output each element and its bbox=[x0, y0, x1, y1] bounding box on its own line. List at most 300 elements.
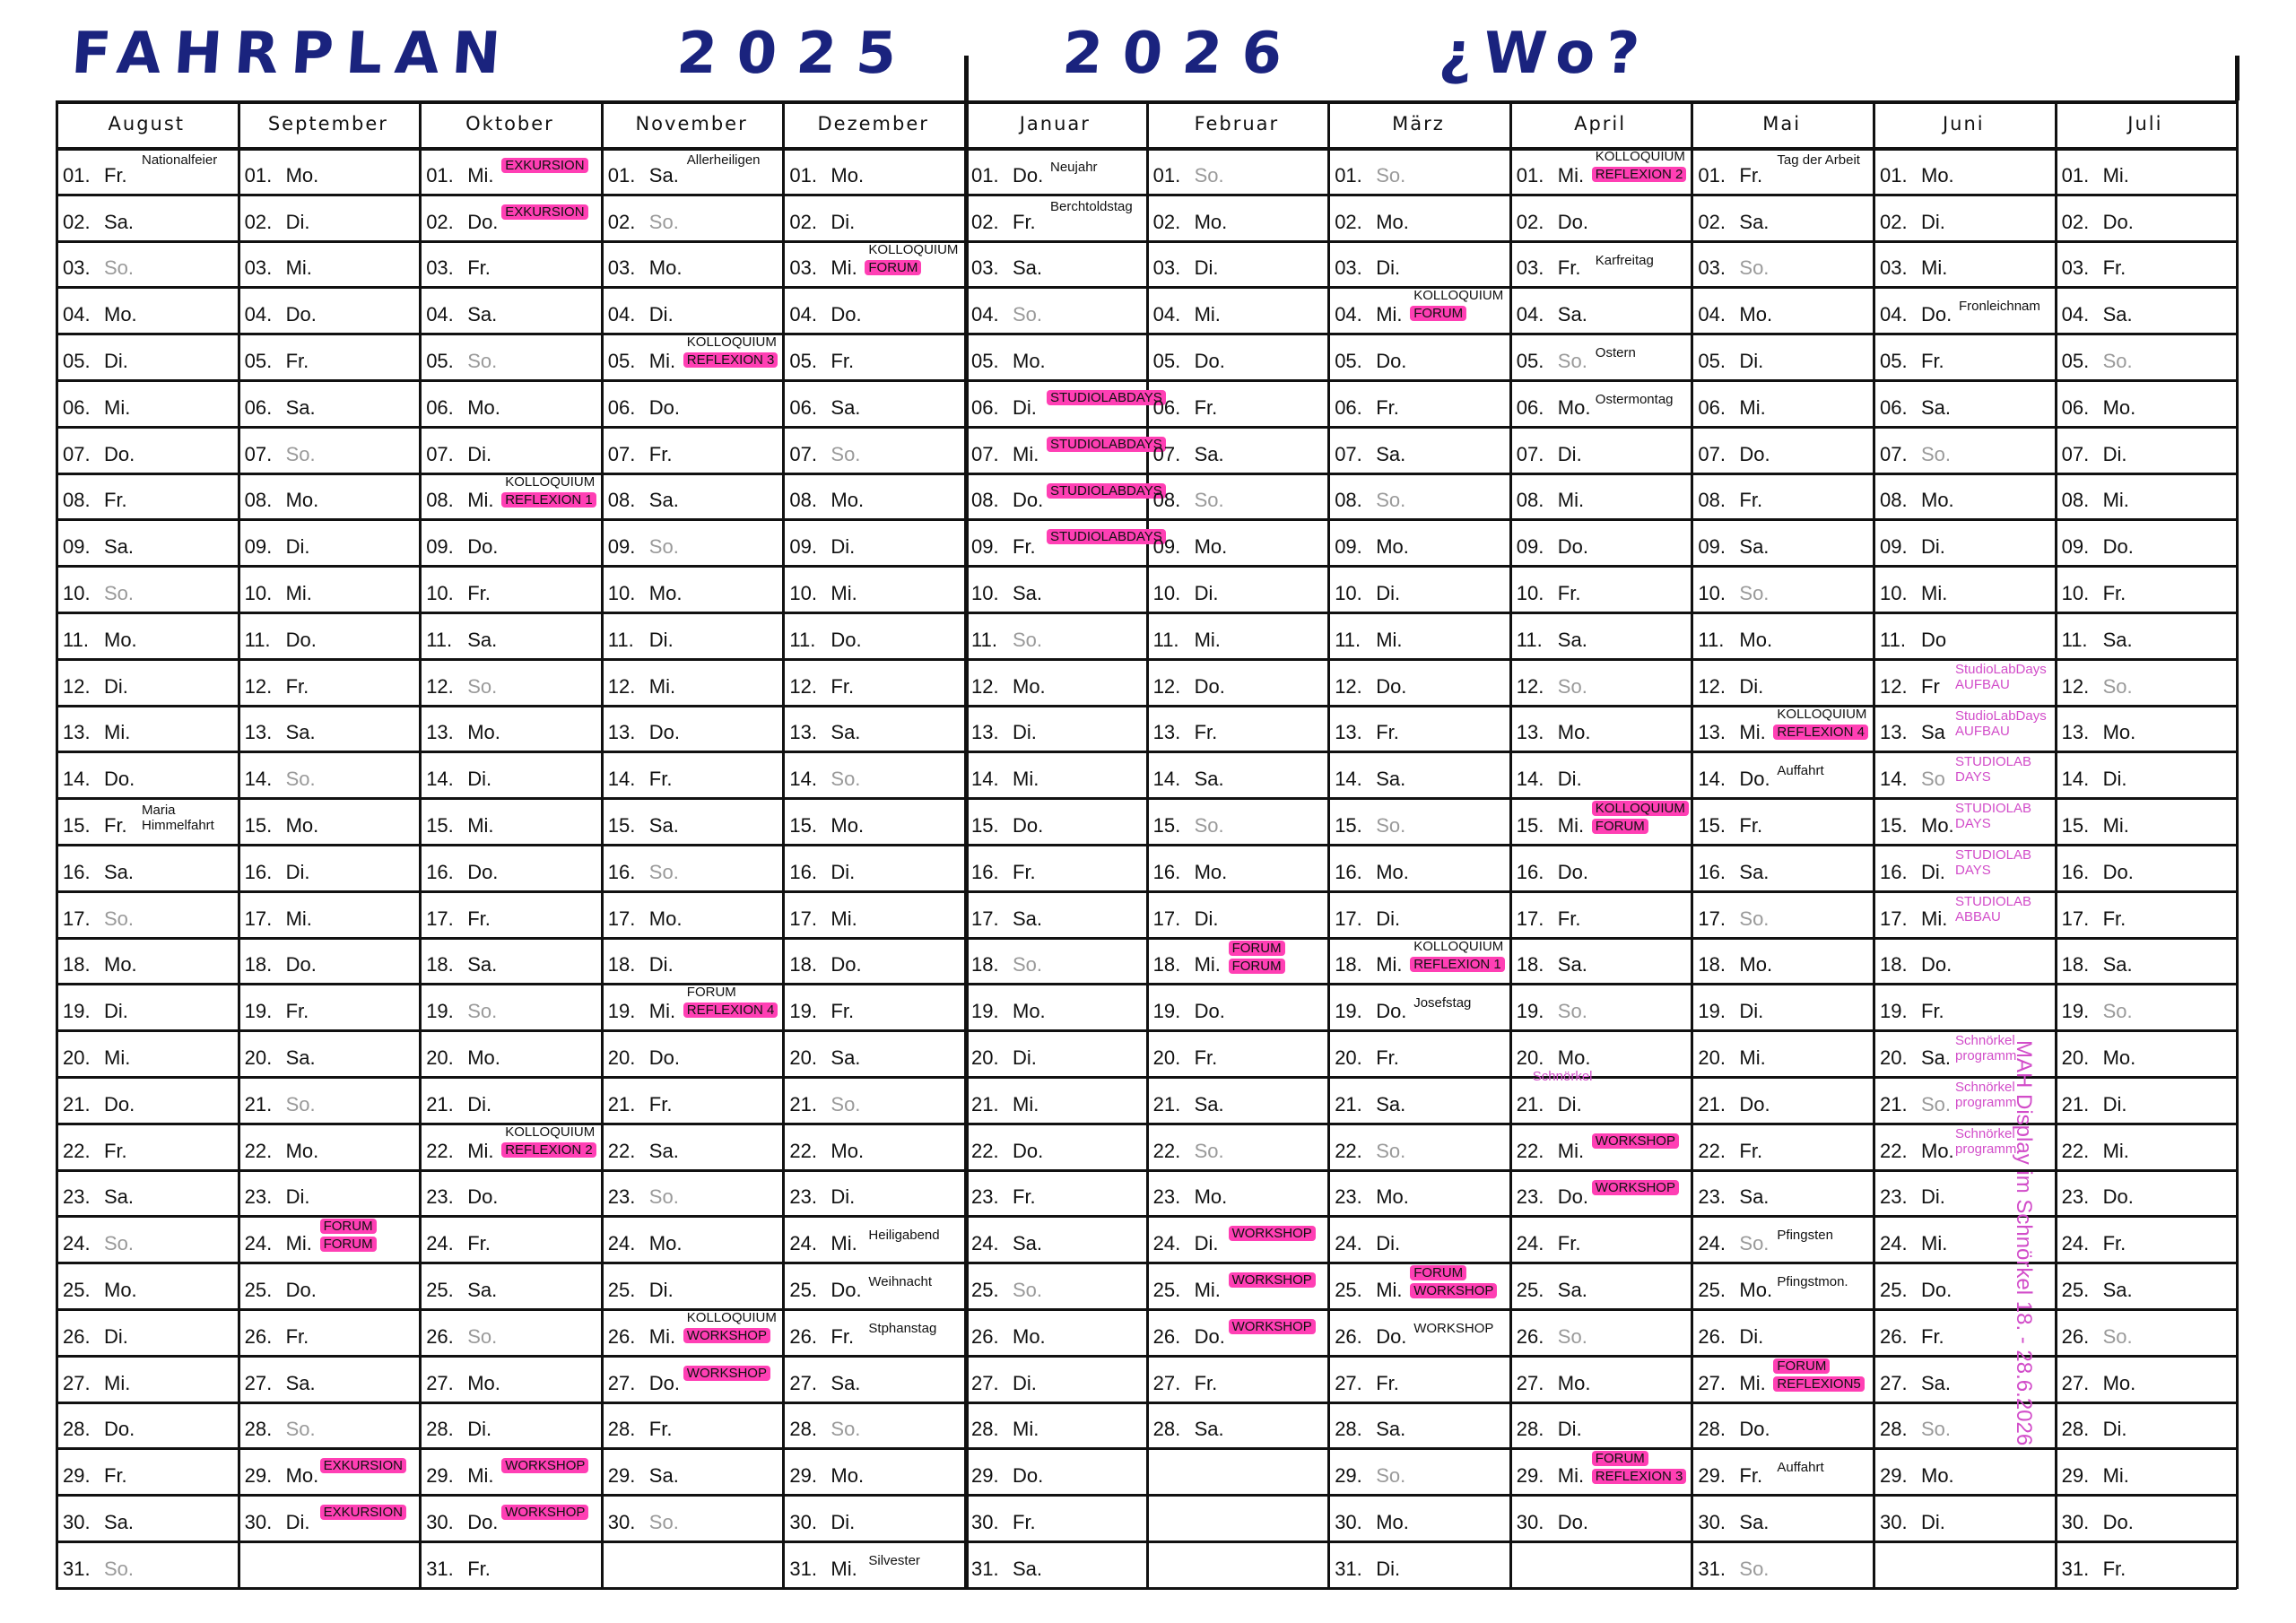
day-cell[interactable] bbox=[601, 612, 783, 658]
day-cell[interactable] bbox=[1509, 1262, 1692, 1308]
day-cell[interactable] bbox=[964, 1402, 1146, 1448]
day-cell[interactable] bbox=[601, 240, 783, 287]
day-cell[interactable] bbox=[1691, 1215, 1873, 1262]
day-cell[interactable] bbox=[1691, 1123, 1873, 1169]
day-cell[interactable] bbox=[1327, 658, 1509, 705]
day-cell[interactable] bbox=[238, 518, 420, 565]
day-cell[interactable] bbox=[782, 147, 964, 194]
day-cell[interactable] bbox=[601, 1447, 783, 1494]
day-cell[interactable] bbox=[601, 147, 783, 194]
day-cell[interactable] bbox=[964, 1541, 1146, 1587]
day-cell[interactable] bbox=[1691, 705, 1873, 751]
day-cell[interactable] bbox=[1691, 1355, 1873, 1402]
day-cell[interactable] bbox=[601, 194, 783, 240]
day-cell[interactable] bbox=[1691, 240, 1873, 287]
day-cell[interactable] bbox=[238, 1262, 420, 1308]
day-cell[interactable] bbox=[419, 751, 601, 797]
day-cell[interactable] bbox=[964, 194, 1146, 240]
day-cell[interactable] bbox=[964, 1494, 1146, 1541]
day-cell[interactable] bbox=[1691, 194, 1873, 240]
day-cell[interactable] bbox=[601, 658, 783, 705]
day-cell[interactable] bbox=[1691, 1494, 1873, 1541]
day-cell[interactable] bbox=[238, 1169, 420, 1216]
day-cell[interactable] bbox=[1146, 1541, 1328, 1587]
day-cell[interactable] bbox=[601, 1215, 783, 1262]
day-cell[interactable] bbox=[1327, 1355, 1509, 1402]
day-cell[interactable] bbox=[782, 890, 964, 937]
day-cell[interactable] bbox=[601, 1494, 783, 1541]
day-cell[interactable] bbox=[56, 240, 238, 287]
day-cell[interactable] bbox=[964, 1169, 1146, 1216]
day-cell[interactable] bbox=[782, 1447, 964, 1494]
day-cell[interactable] bbox=[2055, 473, 2237, 519]
day-cell[interactable] bbox=[56, 379, 238, 426]
day-cell[interactable] bbox=[419, 612, 601, 658]
day-cell[interactable] bbox=[1146, 1494, 1328, 1541]
day-cell[interactable] bbox=[2055, 751, 2237, 797]
day-cell[interactable] bbox=[782, 333, 964, 379]
day-cell[interactable] bbox=[1509, 379, 1692, 426]
day-cell[interactable] bbox=[238, 1308, 420, 1355]
day-cell[interactable] bbox=[601, 983, 783, 1029]
day-cell[interactable] bbox=[238, 797, 420, 844]
day-cell[interactable] bbox=[964, 147, 1146, 194]
day-cell[interactable] bbox=[419, 565, 601, 612]
day-cell[interactable] bbox=[782, 240, 964, 287]
day-cell[interactable] bbox=[419, 379, 601, 426]
day-cell[interactable] bbox=[1691, 1541, 1873, 1587]
day-cell[interactable] bbox=[1327, 937, 1509, 984]
day-cell[interactable] bbox=[2055, 705, 2237, 751]
day-cell[interactable] bbox=[782, 1308, 964, 1355]
day-cell[interactable] bbox=[782, 286, 964, 333]
day-cell[interactable] bbox=[601, 1308, 783, 1355]
day-cell[interactable] bbox=[1873, 379, 2055, 426]
day-cell[interactable] bbox=[1691, 147, 1873, 194]
day-cell[interactable] bbox=[1509, 194, 1692, 240]
day-cell[interactable] bbox=[56, 1076, 238, 1123]
day-cell[interactable] bbox=[1873, 518, 2055, 565]
day-cell[interactable] bbox=[419, 194, 601, 240]
day-cell[interactable] bbox=[2055, 426, 2237, 473]
day-cell[interactable] bbox=[56, 983, 238, 1029]
day-cell[interactable] bbox=[1327, 1169, 1509, 1216]
day-cell[interactable] bbox=[56, 565, 238, 612]
day-cell[interactable] bbox=[1146, 890, 1328, 937]
day-cell[interactable] bbox=[238, 612, 420, 658]
day-cell[interactable] bbox=[601, 473, 783, 519]
day-cell[interactable] bbox=[1327, 240, 1509, 287]
day-cell[interactable] bbox=[782, 473, 964, 519]
day-cell[interactable] bbox=[419, 844, 601, 890]
day-cell[interactable] bbox=[1873, 751, 2055, 797]
day-cell[interactable] bbox=[238, 751, 420, 797]
day-cell[interactable] bbox=[238, 890, 420, 937]
day-cell[interactable] bbox=[1146, 1308, 1328, 1355]
day-cell[interactable] bbox=[1509, 240, 1692, 287]
day-cell[interactable] bbox=[419, 890, 601, 937]
day-cell[interactable] bbox=[2055, 565, 2237, 612]
day-cell[interactable] bbox=[1327, 194, 1509, 240]
day-cell[interactable] bbox=[1146, 286, 1328, 333]
day-cell[interactable] bbox=[1509, 286, 1692, 333]
day-cell[interactable] bbox=[56, 890, 238, 937]
day-cell[interactable] bbox=[964, 797, 1146, 844]
day-cell[interactable] bbox=[601, 518, 783, 565]
day-cell[interactable] bbox=[238, 658, 420, 705]
day-cell[interactable] bbox=[964, 426, 1162, 473]
day-cell[interactable] bbox=[601, 844, 783, 890]
day-cell[interactable] bbox=[964, 1308, 1146, 1355]
day-cell[interactable] bbox=[419, 797, 601, 844]
day-cell[interactable] bbox=[1691, 286, 1873, 333]
day-cell[interactable] bbox=[1873, 286, 2055, 333]
day-cell[interactable] bbox=[1509, 473, 1692, 519]
day-cell[interactable] bbox=[2055, 612, 2237, 658]
day-cell[interactable] bbox=[1146, 1355, 1328, 1402]
day-cell[interactable] bbox=[1691, 844, 1873, 890]
day-cell[interactable] bbox=[782, 565, 964, 612]
day-cell[interactable] bbox=[2055, 286, 2237, 333]
day-cell[interactable] bbox=[782, 518, 964, 565]
day-cell[interactable] bbox=[1509, 751, 1692, 797]
day-cell[interactable] bbox=[1691, 983, 1873, 1029]
day-cell[interactable] bbox=[1873, 194, 2055, 240]
day-cell[interactable] bbox=[1691, 473, 1873, 519]
day-cell[interactable] bbox=[238, 426, 420, 473]
day-cell[interactable] bbox=[2055, 1308, 2237, 1355]
day-cell[interactable] bbox=[964, 705, 1146, 751]
day-cell[interactable] bbox=[1146, 1262, 1328, 1308]
day-cell[interactable] bbox=[1873, 937, 2055, 984]
day-cell[interactable] bbox=[56, 844, 238, 890]
day-cell[interactable] bbox=[2055, 518, 2237, 565]
day-cell[interactable] bbox=[1327, 518, 1509, 565]
day-cell[interactable] bbox=[1873, 1447, 2055, 1494]
day-cell[interactable] bbox=[1691, 612, 1873, 658]
day-cell[interactable] bbox=[1691, 751, 1873, 797]
day-cell[interactable] bbox=[964, 983, 1146, 1029]
day-cell[interactable] bbox=[419, 1262, 601, 1308]
day-cell[interactable] bbox=[1691, 1447, 1873, 1494]
day-cell[interactable] bbox=[1327, 1123, 1509, 1169]
day-cell[interactable] bbox=[419, 1355, 601, 1402]
day-cell[interactable] bbox=[56, 1308, 238, 1355]
day-cell[interactable] bbox=[1691, 518, 1873, 565]
day-cell[interactable] bbox=[56, 286, 238, 333]
day-cell[interactable] bbox=[1146, 1076, 1328, 1123]
day-cell[interactable] bbox=[238, 473, 420, 519]
day-cell[interactable] bbox=[1509, 890, 1692, 937]
day-cell[interactable] bbox=[238, 844, 420, 890]
day-cell[interactable] bbox=[56, 147, 238, 194]
day-cell[interactable] bbox=[1509, 1169, 1692, 1216]
day-cell[interactable] bbox=[1146, 333, 1328, 379]
day-cell[interactable] bbox=[1691, 890, 1873, 937]
day-cell[interactable] bbox=[238, 379, 420, 426]
day-cell[interactable] bbox=[419, 1029, 601, 1076]
day-cell[interactable] bbox=[1691, 658, 1873, 705]
day-cell[interactable] bbox=[419, 937, 601, 984]
day-cell[interactable] bbox=[1691, 797, 1873, 844]
day-cell[interactable] bbox=[1146, 1169, 1328, 1216]
day-cell[interactable] bbox=[1509, 1308, 1692, 1355]
day-cell[interactable] bbox=[238, 1355, 420, 1402]
day-cell[interactable] bbox=[1509, 705, 1692, 751]
day-cell[interactable] bbox=[601, 1123, 783, 1169]
day-cell[interactable] bbox=[1691, 565, 1873, 612]
day-cell[interactable] bbox=[964, 1029, 1146, 1076]
day-cell[interactable] bbox=[238, 1402, 420, 1448]
day-cell[interactable] bbox=[1691, 937, 1873, 984]
day-cell[interactable] bbox=[56, 1494, 238, 1541]
day-cell[interactable] bbox=[601, 286, 783, 333]
day-cell[interactable] bbox=[1327, 1541, 1509, 1587]
day-cell[interactable] bbox=[1327, 147, 1509, 194]
day-cell[interactable] bbox=[56, 937, 238, 984]
day-cell[interactable] bbox=[1146, 1029, 1328, 1076]
day-cell[interactable] bbox=[1146, 194, 1328, 240]
day-cell[interactable] bbox=[1691, 1308, 1873, 1355]
day-cell[interactable] bbox=[782, 705, 964, 751]
day-cell[interactable] bbox=[2055, 1262, 2237, 1308]
day-cell[interactable] bbox=[1691, 1029, 1873, 1076]
day-cell[interactable] bbox=[56, 333, 238, 379]
day-cell[interactable] bbox=[782, 1076, 964, 1123]
day-cell[interactable] bbox=[2055, 983, 2237, 1029]
day-cell[interactable] bbox=[2055, 1402, 2237, 1448]
day-cell[interactable] bbox=[1691, 1076, 1873, 1123]
day-cell[interactable] bbox=[2055, 1541, 2237, 1587]
day-cell[interactable] bbox=[1146, 1402, 1328, 1448]
day-cell[interactable] bbox=[238, 565, 420, 612]
day-cell[interactable] bbox=[1146, 937, 1328, 984]
day-cell[interactable] bbox=[1509, 612, 1692, 658]
day-cell[interactable] bbox=[1327, 1076, 1509, 1123]
day-cell[interactable] bbox=[601, 1076, 783, 1123]
day-cell[interactable] bbox=[56, 658, 238, 705]
day-cell[interactable] bbox=[1509, 1215, 1692, 1262]
day-cell[interactable] bbox=[1509, 1494, 1692, 1541]
day-cell[interactable] bbox=[1873, 797, 2055, 844]
day-cell[interactable] bbox=[601, 1402, 783, 1448]
day-cell[interactable] bbox=[56, 1262, 238, 1308]
day-cell[interactable] bbox=[56, 1355, 238, 1402]
day-cell[interactable] bbox=[964, 565, 1146, 612]
day-cell[interactable] bbox=[1691, 426, 1873, 473]
day-cell[interactable] bbox=[56, 194, 238, 240]
day-cell[interactable] bbox=[419, 983, 601, 1029]
day-cell[interactable] bbox=[1146, 612, 1328, 658]
day-cell[interactable] bbox=[1146, 797, 1328, 844]
day-cell[interactable] bbox=[1509, 565, 1692, 612]
day-cell[interactable] bbox=[419, 1123, 601, 1169]
day-cell[interactable] bbox=[782, 426, 964, 473]
day-cell[interactable] bbox=[56, 1029, 238, 1076]
day-cell[interactable] bbox=[782, 658, 964, 705]
day-cell[interactable] bbox=[1146, 1447, 1328, 1494]
day-cell[interactable] bbox=[238, 1494, 420, 1541]
day-cell[interactable] bbox=[1509, 797, 1692, 844]
day-cell[interactable] bbox=[56, 518, 238, 565]
day-cell[interactable] bbox=[1873, 658, 2055, 705]
day-cell[interactable] bbox=[2055, 240, 2237, 287]
day-cell[interactable] bbox=[1509, 1447, 1692, 1494]
day-cell[interactable] bbox=[782, 844, 964, 890]
day-cell[interactable] bbox=[419, 1447, 601, 1494]
day-cell[interactable] bbox=[56, 751, 238, 797]
day-cell[interactable] bbox=[964, 751, 1146, 797]
day-cell[interactable] bbox=[419, 1076, 601, 1123]
day-cell[interactable] bbox=[782, 379, 964, 426]
day-cell[interactable] bbox=[419, 426, 601, 473]
day-cell[interactable] bbox=[964, 286, 1146, 333]
day-cell[interactable] bbox=[601, 1262, 783, 1308]
day-cell[interactable] bbox=[1509, 937, 1692, 984]
day-cell[interactable] bbox=[2055, 1355, 2237, 1402]
day-cell[interactable] bbox=[2055, 379, 2237, 426]
day-cell[interactable] bbox=[56, 797, 238, 844]
day-cell[interactable] bbox=[964, 1076, 1146, 1123]
day-cell[interactable] bbox=[964, 890, 1146, 937]
day-cell[interactable] bbox=[1327, 333, 1509, 379]
day-cell[interactable] bbox=[1873, 890, 2055, 937]
day-cell[interactable] bbox=[1873, 1494, 2055, 1541]
day-cell[interactable] bbox=[419, 518, 601, 565]
day-cell[interactable] bbox=[1327, 890, 1509, 937]
day-cell[interactable] bbox=[419, 473, 601, 519]
day-cell[interactable] bbox=[1327, 286, 1509, 333]
day-cell[interactable] bbox=[782, 1402, 964, 1448]
day-cell[interactable] bbox=[964, 612, 1146, 658]
day-cell[interactable] bbox=[782, 1029, 964, 1076]
day-cell[interactable] bbox=[782, 797, 964, 844]
day-cell[interactable] bbox=[1327, 797, 1509, 844]
day-cell[interactable] bbox=[238, 1215, 420, 1262]
day-cell[interactable] bbox=[419, 240, 601, 287]
day-cell[interactable] bbox=[419, 1402, 601, 1448]
day-cell[interactable] bbox=[419, 705, 601, 751]
day-cell[interactable] bbox=[782, 983, 964, 1029]
day-cell[interactable] bbox=[964, 473, 1162, 519]
day-cell[interactable] bbox=[1146, 473, 1328, 519]
day-cell[interactable] bbox=[1327, 1262, 1509, 1308]
day-cell[interactable] bbox=[1509, 658, 1692, 705]
day-cell[interactable] bbox=[964, 240, 1146, 287]
day-cell[interactable] bbox=[964, 937, 1146, 984]
day-cell[interactable] bbox=[419, 1169, 601, 1216]
day-cell[interactable] bbox=[1873, 983, 2055, 1029]
day-cell[interactable] bbox=[238, 983, 420, 1029]
day-cell[interactable] bbox=[238, 937, 420, 984]
day-cell[interactable] bbox=[419, 1494, 601, 1541]
day-cell[interactable] bbox=[2055, 937, 2237, 984]
day-cell[interactable] bbox=[56, 1402, 238, 1448]
day-cell[interactable] bbox=[2055, 890, 2237, 937]
day-cell[interactable] bbox=[1327, 751, 1509, 797]
day-cell[interactable] bbox=[2055, 1123, 2237, 1169]
day-cell[interactable] bbox=[964, 658, 1146, 705]
day-cell[interactable] bbox=[782, 1215, 964, 1262]
day-cell[interactable] bbox=[964, 1215, 1146, 1262]
day-cell[interactable] bbox=[238, 1076, 420, 1123]
day-cell[interactable] bbox=[56, 705, 238, 751]
day-cell[interactable] bbox=[601, 1169, 783, 1216]
day-cell[interactable] bbox=[782, 937, 964, 984]
day-cell[interactable] bbox=[1146, 983, 1328, 1029]
day-cell[interactable] bbox=[2055, 1169, 2237, 1216]
day-cell[interactable] bbox=[964, 518, 1162, 565]
day-cell[interactable] bbox=[56, 1123, 238, 1169]
day-cell[interactable] bbox=[1146, 1215, 1328, 1262]
day-cell[interactable] bbox=[419, 658, 601, 705]
day-cell[interactable] bbox=[2055, 333, 2237, 379]
day-cell[interactable] bbox=[1873, 705, 2055, 751]
day-cell[interactable] bbox=[1327, 844, 1509, 890]
day-cell[interactable] bbox=[1691, 1402, 1873, 1448]
day-cell[interactable] bbox=[1691, 379, 1873, 426]
day-cell[interactable] bbox=[601, 1029, 783, 1076]
day-cell[interactable] bbox=[964, 844, 1146, 890]
day-cell[interactable] bbox=[1146, 240, 1328, 287]
day-cell[interactable] bbox=[1873, 1541, 2055, 1587]
day-cell[interactable] bbox=[1327, 1494, 1509, 1541]
day-cell[interactable] bbox=[1327, 612, 1509, 658]
day-cell[interactable] bbox=[1146, 147, 1328, 194]
day-cell[interactable] bbox=[1509, 1355, 1692, 1402]
day-cell[interactable] bbox=[56, 473, 238, 519]
day-cell[interactable] bbox=[1509, 983, 1692, 1029]
day-cell[interactable] bbox=[1873, 240, 2055, 287]
day-cell[interactable] bbox=[1509, 844, 1692, 890]
day-cell[interactable] bbox=[238, 1123, 420, 1169]
day-cell[interactable] bbox=[238, 147, 420, 194]
day-cell[interactable] bbox=[1146, 518, 1328, 565]
day-cell[interactable] bbox=[238, 705, 420, 751]
day-cell[interactable] bbox=[238, 240, 420, 287]
day-cell[interactable] bbox=[2055, 797, 2237, 844]
day-cell[interactable] bbox=[782, 1355, 964, 1402]
day-cell[interactable] bbox=[1873, 565, 2055, 612]
day-cell[interactable] bbox=[1873, 844, 2055, 890]
day-cell[interactable] bbox=[1873, 426, 2055, 473]
day-cell[interactable] bbox=[1509, 1541, 1692, 1587]
day-cell[interactable] bbox=[2055, 147, 2237, 194]
day-cell[interactable] bbox=[601, 1541, 783, 1587]
day-cell[interactable] bbox=[601, 426, 783, 473]
day-cell[interactable] bbox=[1873, 612, 2055, 658]
day-cell[interactable] bbox=[1509, 333, 1692, 379]
day-cell[interactable] bbox=[1146, 379, 1328, 426]
day-cell[interactable] bbox=[1146, 844, 1328, 890]
day-cell[interactable] bbox=[782, 751, 964, 797]
day-cell[interactable] bbox=[782, 194, 964, 240]
day-cell[interactable] bbox=[1509, 426, 1692, 473]
day-cell[interactable] bbox=[1146, 658, 1328, 705]
day-cell[interactable] bbox=[2055, 658, 2237, 705]
day-cell[interactable] bbox=[964, 1262, 1146, 1308]
day-cell[interactable] bbox=[1873, 473, 2055, 519]
day-cell[interactable] bbox=[2055, 1076, 2237, 1123]
day-cell[interactable] bbox=[601, 797, 783, 844]
day-cell[interactable] bbox=[1327, 1029, 1509, 1076]
day-cell[interactable] bbox=[419, 1215, 601, 1262]
day-cell[interactable] bbox=[419, 333, 601, 379]
day-cell[interactable] bbox=[1327, 1308, 1509, 1355]
day-cell[interactable] bbox=[238, 333, 420, 379]
day-cell[interactable] bbox=[1873, 147, 2055, 194]
day-cell[interactable] bbox=[782, 1262, 964, 1308]
